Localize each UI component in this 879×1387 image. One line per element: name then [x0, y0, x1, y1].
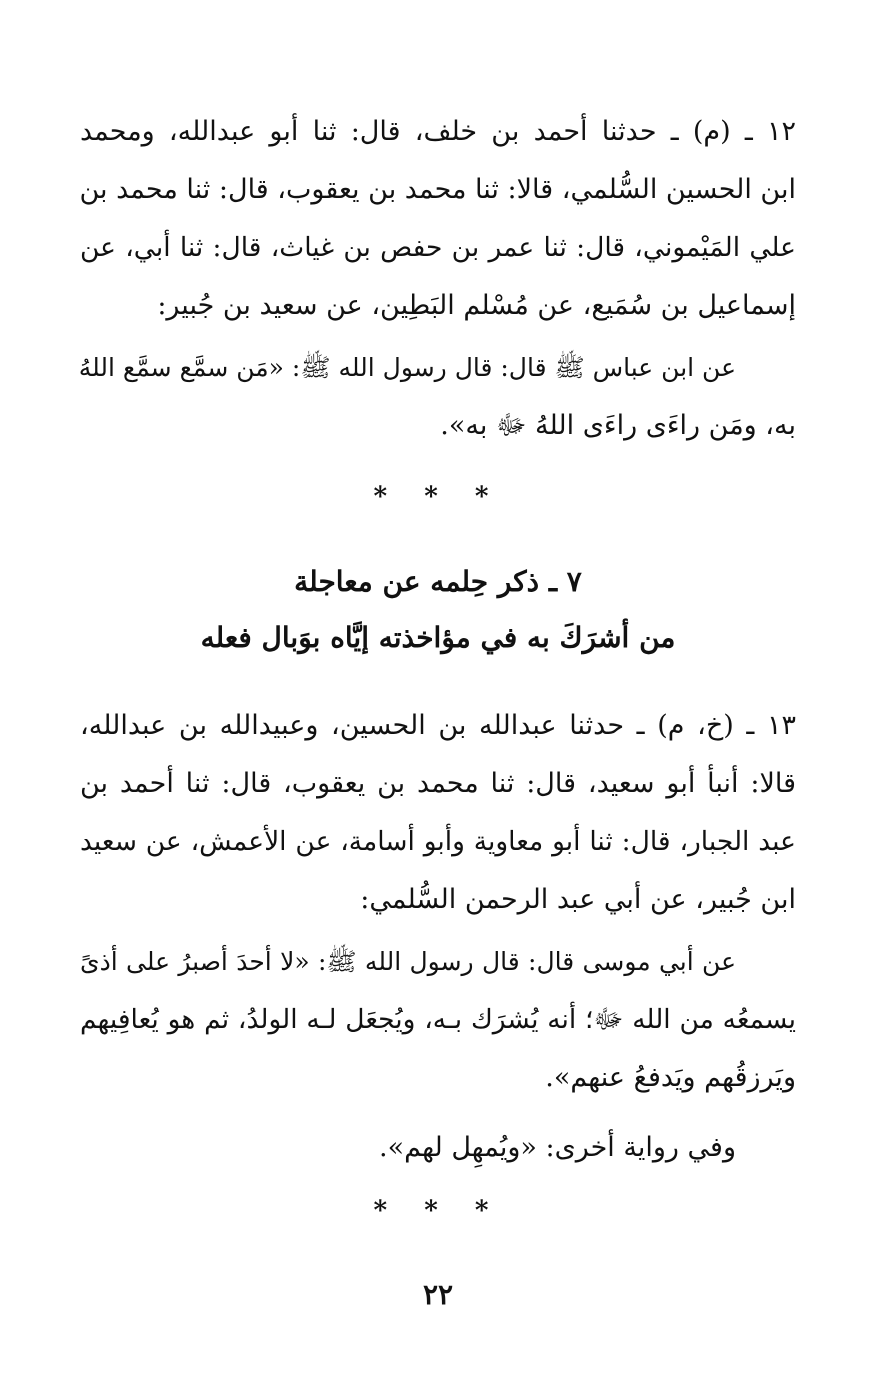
hadith-12-isnad-line-1: ١٢ ـ (م) ـ حدثنا أحمد بن خلف، قال: ثنا أبو عبدالله، ومحمد [80, 116, 796, 147]
hadith-12-isnad-line-4: إسماعيل بن سُمَيع، عن مُسْلم البَطِين، عن سعيد بن جُبير: [157, 290, 796, 321]
hadith-13-isnad-line-3: عبد الجبار، قال: ثنا أبو معاوية وأبو أسامة، عن الأعمش، عن سعيد [80, 826, 796, 857]
hadith-12-isnad-line-3: علي المَيْموني، قال: ثنا عمر بن حفص بن غياث، قال: ثنا أبي، عن [80, 232, 796, 263]
hadith-13-isnad-line-1: ١٣ ـ (خ، م) ـ حدثنا عبدالله بن الحسين، وعبيدالله بن عبدالله، [80, 710, 796, 741]
hadith-13-text-line-2: يسمعُه من الله ﷻ؛ أنه يُشرَك بـه، ويُجعَل لـه الولدُ، ثم هو يُعافِيهم [80, 1004, 796, 1035]
hadith-12-isnad-line-2: ابن الحسين السُّلمي، قالا: ثنا محمد بن يعقوب، قال: ثنا محمد بن [79, 174, 796, 205]
hadith-13-text-line-3: ويَرزقُهم ويَدفعُ عنهم». [545, 1062, 796, 1093]
book-page [80, 0, 796, 1387]
hadith-13-other-narration: وفي رواية أخرى: «ويُمهِل لهم». [379, 1132, 736, 1163]
hadith-13-isnad-line-2: قالا: أنبأ أبو سعيد، قال: ثنا محمد بن يعقوب، قال: ثنا أحمد بن [80, 768, 796, 799]
section-heading-line-1: ٧ ـ ذكر حِلمه عن معاجلة [294, 565, 582, 598]
hadith-12-text-line-2: به، ومَن راءَى راءَى اللهُ ﷻ به». [440, 410, 796, 441]
hadith-12-text-line-1: عن ابن عباس ﷺ قال: قال رسول الله ﷺ: «مَن سمَّع سمَّع اللهُ [78, 353, 736, 382]
section-separator: * * * [373, 482, 503, 512]
page-number: ٢٢ [422, 1278, 454, 1311]
hadith-13-text-line-1: عن أبي موسى قال: قال رسول الله ﷺ: «لا أحدَ أصبرُ على أذىً [80, 947, 736, 976]
hadith-13-isnad-line-4: ابن جُبير، عن أبي عبد الرحمن السُّلمي: [360, 884, 796, 915]
section-heading-line-2: من أشرَكَ به في مؤاخذته إيَّاه بوَبال فعله [200, 621, 676, 654]
section-separator: * * * [373, 1196, 503, 1226]
